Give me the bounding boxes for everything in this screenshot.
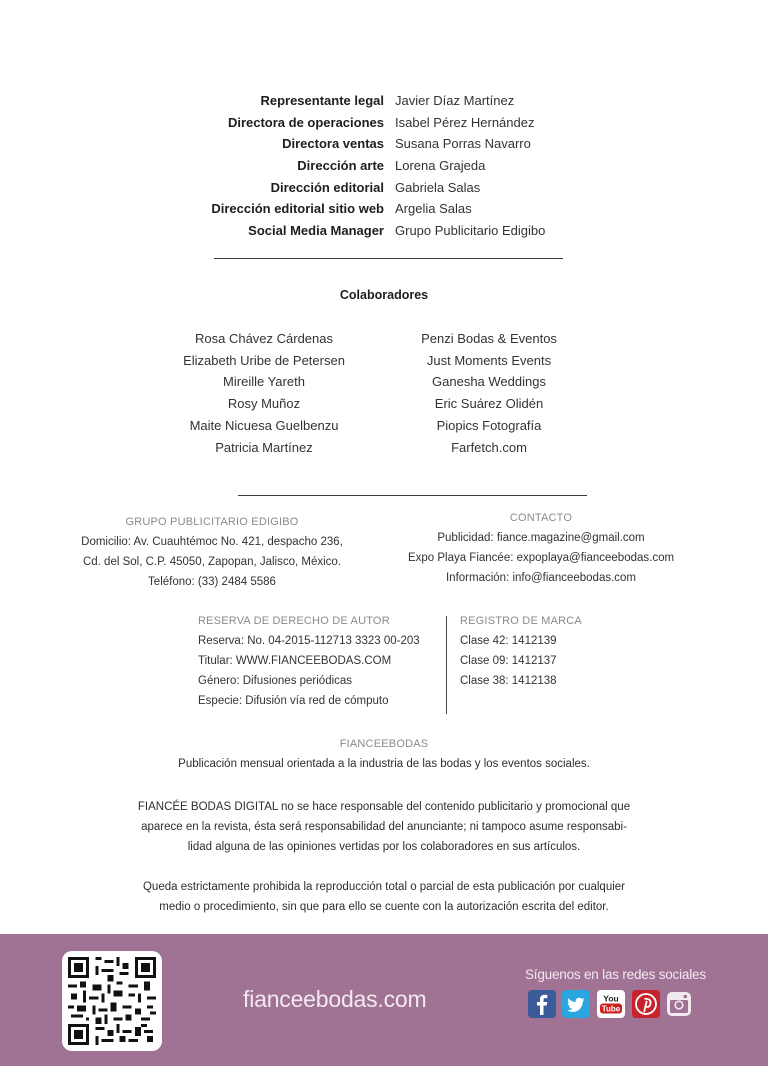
divider xyxy=(238,495,587,496)
youtube-tube-text: Tube xyxy=(601,1004,621,1014)
vertical-divider xyxy=(446,616,447,714)
contacto-label: CONTACTO xyxy=(509,512,573,524)
staff-role: Directora ventas xyxy=(282,136,384,152)
staff-row xyxy=(0,177,768,199)
disclaimer-line: lidad alguna de las opiniones vertidas por los colaboradores en sus artículos. xyxy=(187,841,581,853)
colaborador-name: Mireille Yareth xyxy=(223,374,305,390)
colaborador-name: Eric Suárez Olidén xyxy=(434,396,544,412)
staff-role: Representante legal xyxy=(260,93,384,108)
colaborador-name: Ganesha Weddings xyxy=(432,374,546,390)
follow-text: Síguenos en las redes sociales xyxy=(525,967,706,982)
staff-name: Susana Porras Navarro xyxy=(395,136,531,152)
grupo-block xyxy=(62,512,362,592)
staff-row xyxy=(0,198,768,220)
disclaimer xyxy=(0,797,768,857)
site-url[interactable]: fianceebodas.com xyxy=(243,986,427,1012)
footer-band xyxy=(0,934,768,1066)
twitter-icon[interactable] xyxy=(562,990,590,1018)
colaborador-name: Piopics Fotografía xyxy=(436,417,542,433)
reserva-line: Especie: Difusión vía red de cómputo xyxy=(198,695,389,707)
staff-row xyxy=(0,112,768,134)
registro-label: REGISTRO DE MARCA xyxy=(460,615,582,627)
staff-name: Gabriela Salas xyxy=(395,179,481,195)
staff-role: Social Media Manager xyxy=(248,223,384,239)
contacto-block xyxy=(396,508,686,588)
staff-role: Directora de operaciones xyxy=(227,114,384,130)
instagram-icon[interactable] xyxy=(665,990,693,1018)
grupo-label: GRUPO PUBLICITARIO EDIGIBO xyxy=(125,516,299,528)
registro-line: Clase 42: 1412139 xyxy=(460,635,557,647)
colaborador-name: Maite Nicuesa Guelbenzu xyxy=(189,417,339,433)
staff-role: Dirección editorial xyxy=(270,179,384,195)
colaborador-name: Rosy Muñoz xyxy=(227,396,301,412)
staff-list xyxy=(0,90,768,242)
facebook-icon[interactable] xyxy=(528,990,556,1018)
staff-role: Dirección arte xyxy=(297,158,384,174)
colaboradores-right xyxy=(389,328,589,458)
registro-block xyxy=(460,611,582,691)
colaborador-name: Just Moments Events xyxy=(426,352,552,368)
prohibition xyxy=(0,877,768,917)
staff-role: Dirección editorial sitio web xyxy=(211,201,384,217)
staff-name: Grupo Publicitario Edigibo xyxy=(395,223,546,239)
staff-name: Isabel Pérez Hernández xyxy=(395,114,535,130)
reserva-label: RESERVA DE DERECHO DE AUTOR xyxy=(198,615,390,627)
grupo-line: Cd. del Sol, C.P. 45050, Zapopan, Jalisco, México. xyxy=(82,556,342,568)
colaborador-name: Elizabeth Uribe de Petersen xyxy=(183,352,345,368)
staff-name: Javier Díaz Martínez xyxy=(395,93,515,108)
prohibition-line: medio o procedimiento, sin que para ello se cuente con la autorización escrita del editor. xyxy=(159,901,609,913)
contacto-line: Información: info@fianceebodas.com xyxy=(445,572,637,584)
colaborador-name: Patricia Martínez xyxy=(215,439,313,455)
disclaimer-line: FIANCÉE BODAS DIGITAL no se hace responsable del contenido publicitario y promocional que xyxy=(137,801,631,813)
youtube-you-text: You xyxy=(603,993,619,1004)
reserva-line: Titular: WWW.FIANCEEBODAS.COM xyxy=(198,655,392,667)
fianceebodas-label: FIANCEEBODAS xyxy=(339,738,429,750)
grupo-line: Domicilio: Av. Cuauhtémoc No. 421, despacho 236, xyxy=(81,536,343,548)
colaborador-name: Farfetch.com xyxy=(451,439,527,455)
contacto-line: Expo Playa Fiancée: expoplaya@fianceebodas.com xyxy=(407,552,675,564)
colaboradores-title: Colaboradores xyxy=(339,288,429,302)
staff-row xyxy=(0,155,768,177)
registro-line: Clase 38: 1412138 xyxy=(460,675,557,687)
reserva-line: Género: Difusiones periódicas xyxy=(198,675,353,687)
staff-row xyxy=(0,90,768,112)
colaborador-name: Rosa Chávez Cárdenas xyxy=(194,331,334,346)
prohibition-line: Queda estrictamente prohibida la reproducción total o parcial de esta publicación por cualquier xyxy=(142,881,625,893)
reserva-line: Reserva: No. 04-2015-112713 3323 00-203 xyxy=(198,635,420,647)
registro-line: Clase 09: 1412137 xyxy=(460,655,557,667)
staff-name: Lorena Grajeda xyxy=(395,158,486,174)
staff-row xyxy=(0,220,768,242)
qr-code[interactable] xyxy=(62,951,162,1051)
colaborador-name: Penzi Bodas & Eventos xyxy=(421,331,557,346)
staff-name: Argelia Salas xyxy=(395,201,472,217)
youtube-icon[interactable] xyxy=(597,990,625,1018)
colaboradores-left xyxy=(144,328,384,458)
divider xyxy=(214,258,563,259)
grupo-line: Teléfono: (33) 2484 5586 xyxy=(148,576,276,588)
contacto-line: Publicidad: fiance.magazine@gmail.com xyxy=(437,532,645,544)
fianceebodas-block xyxy=(0,734,768,774)
disclaimer-line: aparece en la revista, ésta será responsabilidad del anunciante; ni tampoco asume responsabi- xyxy=(141,821,627,833)
pinterest-icon[interactable] xyxy=(632,990,660,1018)
reserva-block xyxy=(198,611,420,711)
fianceebodas-line: Publicación mensual orientada a la industria de las bodas y los eventos sociales. xyxy=(178,758,590,770)
staff-row xyxy=(0,133,768,155)
